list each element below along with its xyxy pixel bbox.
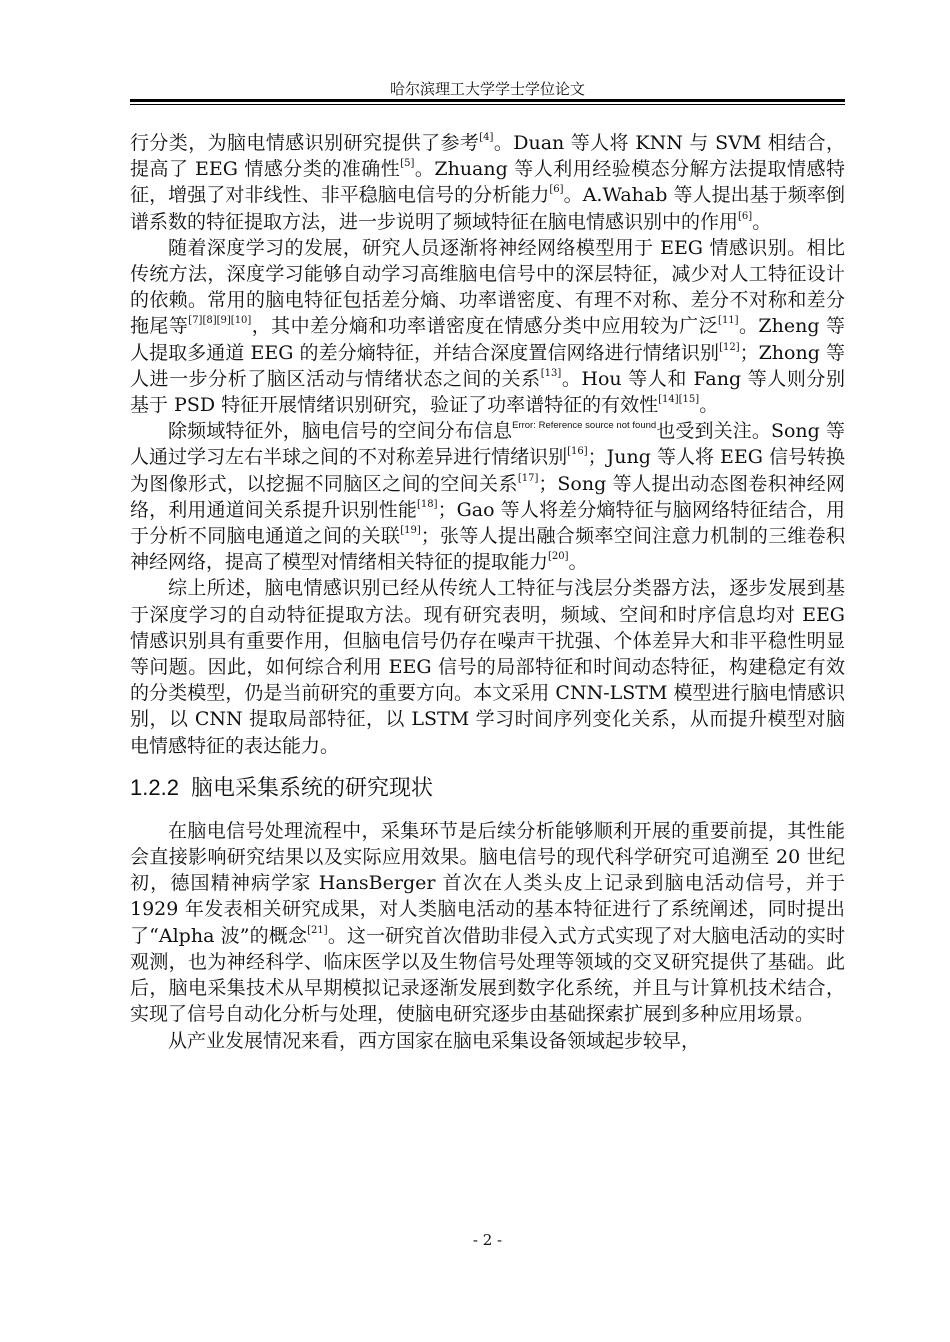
body-content <box>130 130 845 1054</box>
citation[interactable]: [16] <box>567 446 588 458</box>
citation[interactable]: [4] <box>479 132 494 143</box>
paragraph: 行分类，为脑电情感识别研究提供了参考[4]。Duan 等人将 KNN 与 SVM 相结合，提高了 EEG 情感分类的准确性[5]。Zhuang 等人利用经验模态分解方法提取情感特征，增强了对非线性、非平稳脑电信号的分析能力[6]。A.Wahab 等人提出基于频率倒谱系数的特征提取方法，进一步说明了频域特征在脑电情感识别中的作用[6]。 <box>130 132 845 233</box>
citation[interactable]: [6] <box>738 210 753 222</box>
paragraph: 随着深度学习的发展，研究人员逐渐将神经网络模型用于 EEG 情感识别。相比传统方法，深度学习能够自动学习高维脑电信号中的深层特征，减少对人工特征设计的依赖。常用的脑电特征包括差分熵、功率谱密度、有理不对称、差分不对称和差分拖尾等[7][8][9][10]，其中差分熵和功率谱密度在情感分类中应用较为广泛[11]。Zheng 等人提取多通道 EEG 的差分熵特征，并结合深度置信网络进行情绪识别[12]；Zhong 等人进一步分析了脑区活动与情绪状态之间的关系[13]。Hou 等人和 Fang 等人则分别基于 PSD 特征开展情绪识别研究，验证了功率谱特征的有效性[14][15]。 <box>130 236 845 417</box>
citation[interactable]: [11] <box>718 315 739 327</box>
page-number: - 2 - <box>472 1231 503 1249</box>
citation[interactable]: [18] <box>417 498 438 510</box>
citation[interactable]: [6] <box>549 184 564 196</box>
section-heading <box>130 773 845 804</box>
header-rule-thin <box>130 104 845 105</box>
citation[interactable]: [14][15] <box>658 394 700 406</box>
citation[interactable]: [21] <box>307 924 328 936</box>
paragraph: 从产业发展情况来看，西方国家在脑电采集设备领域起步较早， <box>168 1029 701 1052</box>
running-header: 哈尔滨理工大学学士学位论文 <box>389 80 585 98</box>
citation[interactable]: [17] <box>517 472 539 484</box>
broken-reference: Error: Reference source not found <box>512 420 657 432</box>
paragraph: 在脑电信号处理流程中，采集环节是后续分析能够顺利开展的重要前提，其性能会直接影响研究结果以及实际应用效果。脑电信号的现代科学研究可追溯至 20 世纪初，德国精神病学家 HansBerger 首次在人类头皮上记录到脑电活动信号，并于 1929 年发表相关研究成果，对人类脑电活动的基本特征进行了系统阐述，同时提出了“Alpha 波”的概念[21]。这一研究首次借助非侵入式方式实现了对大脑电活动的实时观测，也为神经科学、临床医学以及生物信号处理等领域的交叉研究提供了基础。此后，脑电采集技术从早期模拟记录逐渐发展到数字化系统，并且与计算机技术结合，实现了信号自动化分析与处理，使脑电研究逐步由基础探索扩展到多种应用场景。 <box>130 819 845 1026</box>
citation[interactable]: [13] <box>540 367 562 379</box>
citation[interactable]: [5] <box>400 158 415 170</box>
citation[interactable]: [7][8][9][10] <box>188 315 252 327</box>
citation[interactable]: [12] <box>719 341 740 353</box>
citation[interactable]: [20] <box>548 551 569 563</box>
paragraph: 除频域特征外，脑电信号的空间分布信息$^{Error: Reference source not found}$也受到关注。Song 等人通过学习左右半球之间的不对称差异进行情绪识别[16]；Jung 等人将 EEG 信号转换为图像形式，以挖掘不同脑区之间的空间关系[17]；Song 等人提出动态图卷积神经网络，利用通道间关系提升识别性能[18]；Gao 等人将差分熵特征与脑网络特征结合，用于分析不同脑电通道之间的关联[19]；张等人提出融合频率空间注意力机制的三维卷积神经网络，提高了模型对情绪相关特征的提取能力[20]。 <box>130 420 845 574</box>
section-number: 1.2.2 <box>130 774 179 800</box>
header-rule-thick <box>130 99 845 102</box>
citation[interactable]: [19] <box>400 525 421 537</box>
paragraph: 综上所述，脑电情感识别已经从传统人工特征与浅层分类器方法，逐步发展到基于深度学习的自动特征提取方法。现有研究表明，频域、空间和时序信息均对 EEG 情感识别具有重要作用，但脑电信号仍存在噪声干扰强、个体差异大和非平稳性明显等问题。因此，如何综合利用 EEG 信号的局部特征和时间动态特征，构建稳定有效的分类模型，仍是当前研究的重要方向。本文采用 CNN-LSTM 模型进行脑电情感识别，以 CNN 提取局部特征，以 LSTM 学习时间序列变化关系，从而提升模型对脑电情感特征的表达能力。 <box>130 577 845 757</box>
section-title: 脑电采集系统的研究现状 <box>190 775 433 801</box>
